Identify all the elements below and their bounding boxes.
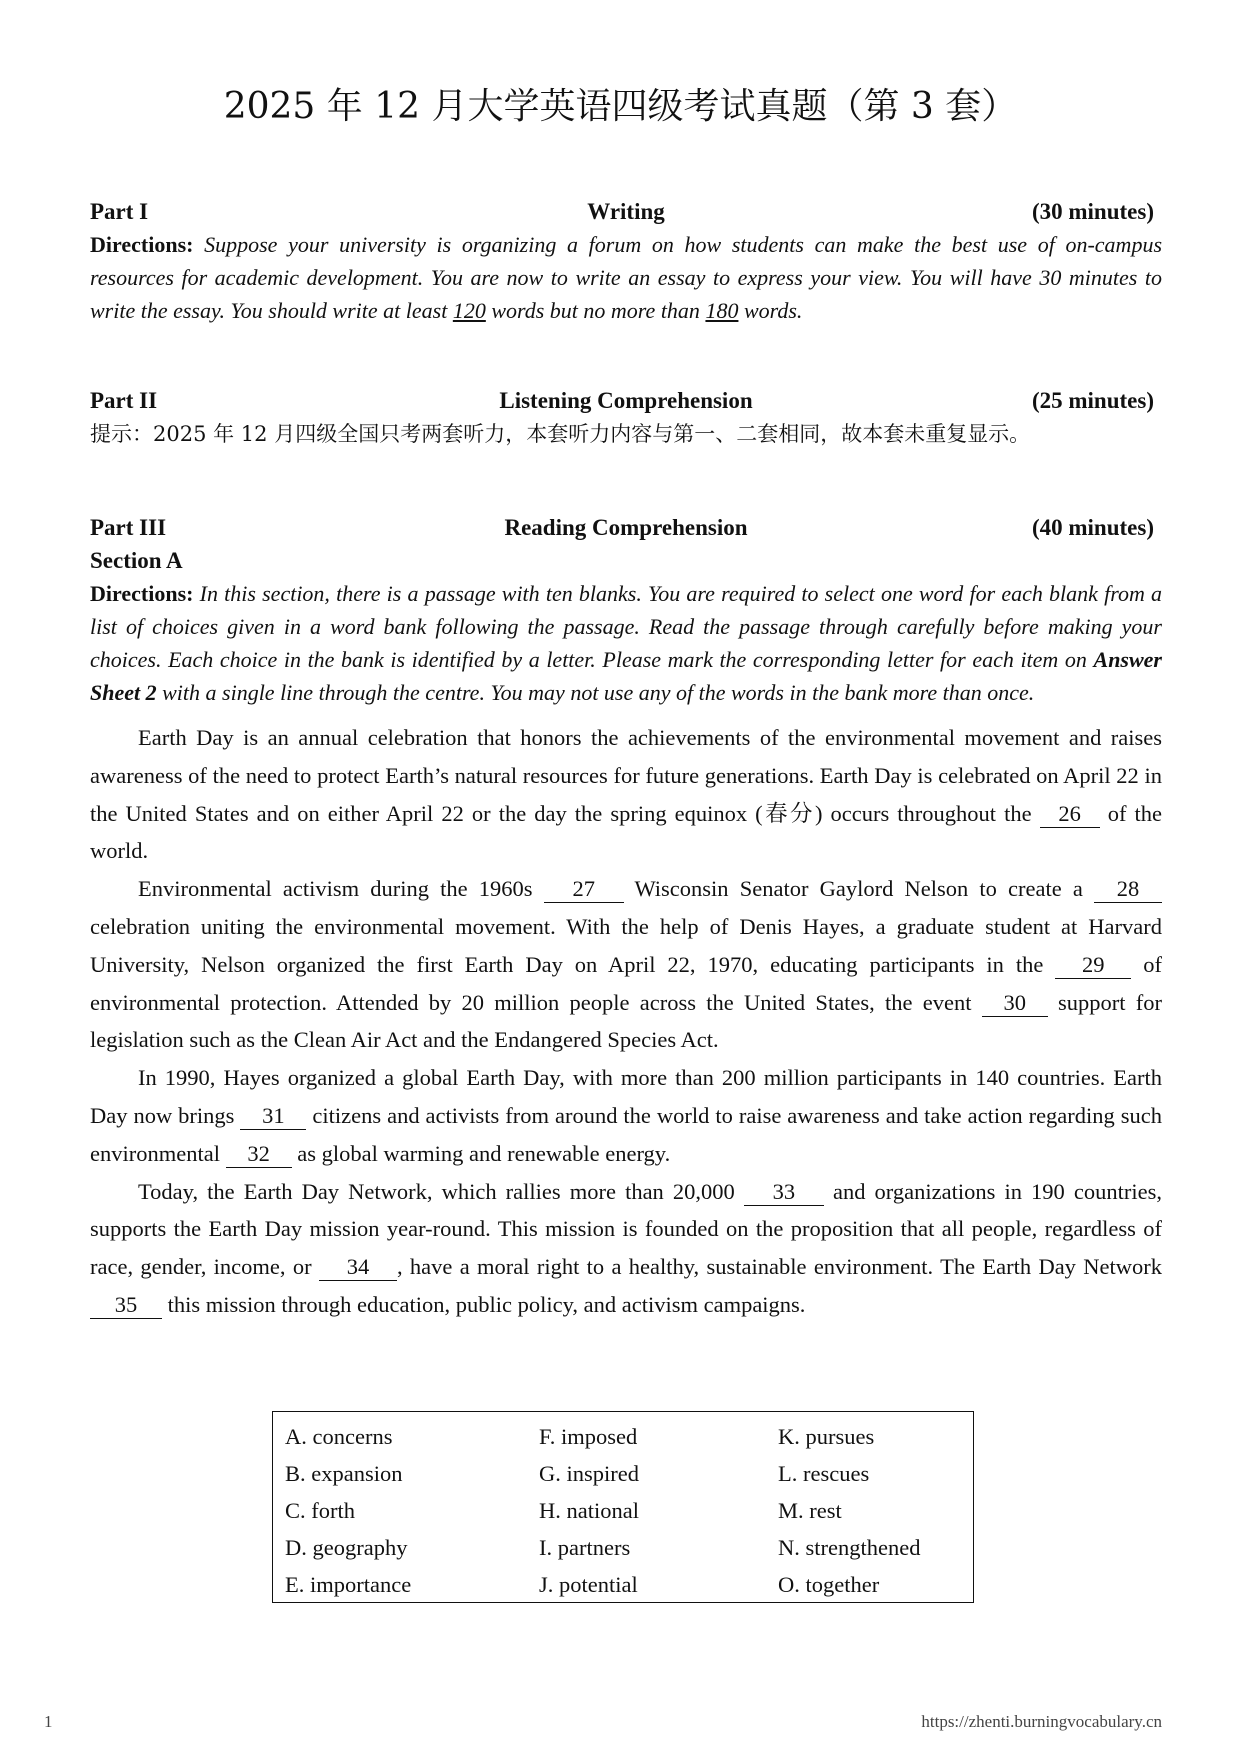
- directions-text: Suppose your university is organizing a forum on how students can make the best use of on-campus resources for academic development. You are now to write an essay to express your view. You will have 30 minutes to write the essay. You should write at least 120 words but no more than 180 words.: [90, 232, 1163, 323]
- part-2-listening: [90, 385, 1162, 451]
- part-1-time: (30 minutes): [1031, 199, 1154, 224]
- directions-text: In this section, there is a passage with ten blanks. You are required to select one word for each blank from a list of choices given in a word bank following the passage. Read the passage through carefully before making your choices. Each choice in the bank is identified by a letter. Please mark the corresponding letter for each item on Answer Sheet 2 with a single line through the centre. You may not use any of the words in the bank more than once.: [90, 581, 1163, 705]
- word-bank-item: I. partners: [539, 1535, 631, 1560]
- blank-30[interactable]: 30: [982, 990, 1048, 1017]
- part-1-header: [90, 196, 1162, 228]
- blank-27[interactable]: 27: [544, 876, 624, 903]
- word-bank-item: G. inspired: [539, 1461, 639, 1486]
- part-3-header: [90, 512, 1162, 544]
- part-2-title: Listening Comprehension: [499, 388, 753, 413]
- directions-label: Directions:: [90, 581, 194, 606]
- blank-28[interactable]: 28: [1094, 876, 1162, 903]
- word-bank-item: D. geography: [285, 1535, 408, 1560]
- listening-note: 提示：2025 年 12 月四级全国只考两套听力，本套听力内容与第一、二套相同，故本套未重复显示。: [90, 422, 1031, 446]
- part-1-label: Part I: [90, 199, 149, 224]
- part-2-header: [90, 385, 1162, 417]
- page-title: 2025 年 12 月大学英语四级考试真题（第 3 套）: [223, 86, 1018, 127]
- blank-34[interactable]: 34: [319, 1254, 397, 1281]
- word-bank-item: L. rescues: [778, 1461, 870, 1486]
- part-3-title: Reading Comprehension: [504, 515, 748, 540]
- passage-paragraph-4: Today, the Earth Day Network, which rallies more than 20,000 33 and organizations in 190 countries, supports the Earth Day mission year-round. This mission is founded on the proposition that all people, regardless of race, gender, income, or 34 , have a moral right to a healthy, sustainable environment. The Earth Day Network 35 this mission through education, public policy, and activism campaigns.: [90, 1178, 1162, 1317]
- part-1-writing: [90, 196, 1162, 327]
- word-bank-item: M. rest: [778, 1498, 842, 1523]
- word-bank-item: C. forth: [285, 1498, 355, 1523]
- blank-29[interactable]: 29: [1055, 952, 1131, 979]
- footer-url-link[interactable]: https://zhenti.burningvocabulary.cn: [921, 1712, 1162, 1731]
- word-bank: [272, 1411, 974, 1603]
- blank-26[interactable]: 26: [1040, 801, 1100, 828]
- min-words: 120: [452, 298, 486, 323]
- blank-32[interactable]: 32: [226, 1141, 292, 1168]
- directions-label: Directions:: [90, 232, 194, 257]
- part-3-time: (40 minutes): [1031, 515, 1154, 540]
- blank-35[interactable]: 35: [90, 1292, 162, 1319]
- part-1-title: Writing: [587, 199, 665, 224]
- page-number: 1: [44, 1712, 53, 1731]
- word-bank-item: A. concerns: [285, 1424, 393, 1449]
- part-2-label: Part II: [90, 388, 158, 413]
- word-bank-item: O. together: [778, 1572, 880, 1597]
- answer-sheet-ref: Answer Sheet 2: [90, 647, 1162, 705]
- part-3-reading: [90, 512, 1162, 1324]
- passage-paragraph-2: Environmental activism during the 1960s 27 Wisconsin Senator Gaylord Nelson to create a 28 celebration uniting the environmental movement. With the help of Denis Hayes, a graduate student at Harvard University, Nelson organized the first Earth Day on April 22, 1970, educating participants in the 29 of environmental protection. Attended by 20 million people across the United States, the event 30 support for legislation such as the Clean Air Act and the Endangered Species Act.: [90, 876, 1162, 1053]
- word-bank-item: F. imposed: [539, 1424, 638, 1449]
- word-bank-column-3: [778, 1418, 920, 1603]
- word-bank-item: J. potential: [539, 1572, 638, 1597]
- passage-paragraph-1: Earth Day is an annual celebration that honors the achievements of the environmental movement and raises awareness of the need to protect Earth’s natural resources for future generations. Earth Day is celebrated on April 22 in the United States and on either April 22 or the day the spring equinox (春分) occurs throughout the 26 of the world.: [90, 725, 1163, 864]
- word-bank-item: H. national: [539, 1498, 639, 1523]
- section-a-heading: Section A: [90, 548, 183, 573]
- part-3-label: Part III: [90, 515, 167, 540]
- word-bank-item: N. strengthened: [778, 1535, 921, 1560]
- word-bank-item: K. pursues: [778, 1424, 875, 1449]
- word-bank-item: E. importance: [285, 1572, 412, 1597]
- word-bank-column-1: [285, 1418, 411, 1603]
- max-words: 180: [705, 298, 739, 323]
- word-bank-column-2: [539, 1418, 639, 1603]
- part-1-directions: [90, 228, 1162, 327]
- blank-31[interactable]: 31: [240, 1103, 306, 1130]
- blank-33[interactable]: 33: [744, 1179, 824, 1206]
- passage-paragraph-3: In 1990, Hayes organized a global Earth Day, with more than 200 million participants in 140 countries. Earth Day now brings 31 citizens and activists from around the world to raise awareness and take action regarding such environmental 32 as global warming and renewable energy.: [90, 1065, 1163, 1166]
- word-bank-item: B. expansion: [285, 1461, 403, 1486]
- part-2-time: (25 minutes): [1031, 388, 1154, 413]
- part-3-directions: [90, 577, 1162, 709]
